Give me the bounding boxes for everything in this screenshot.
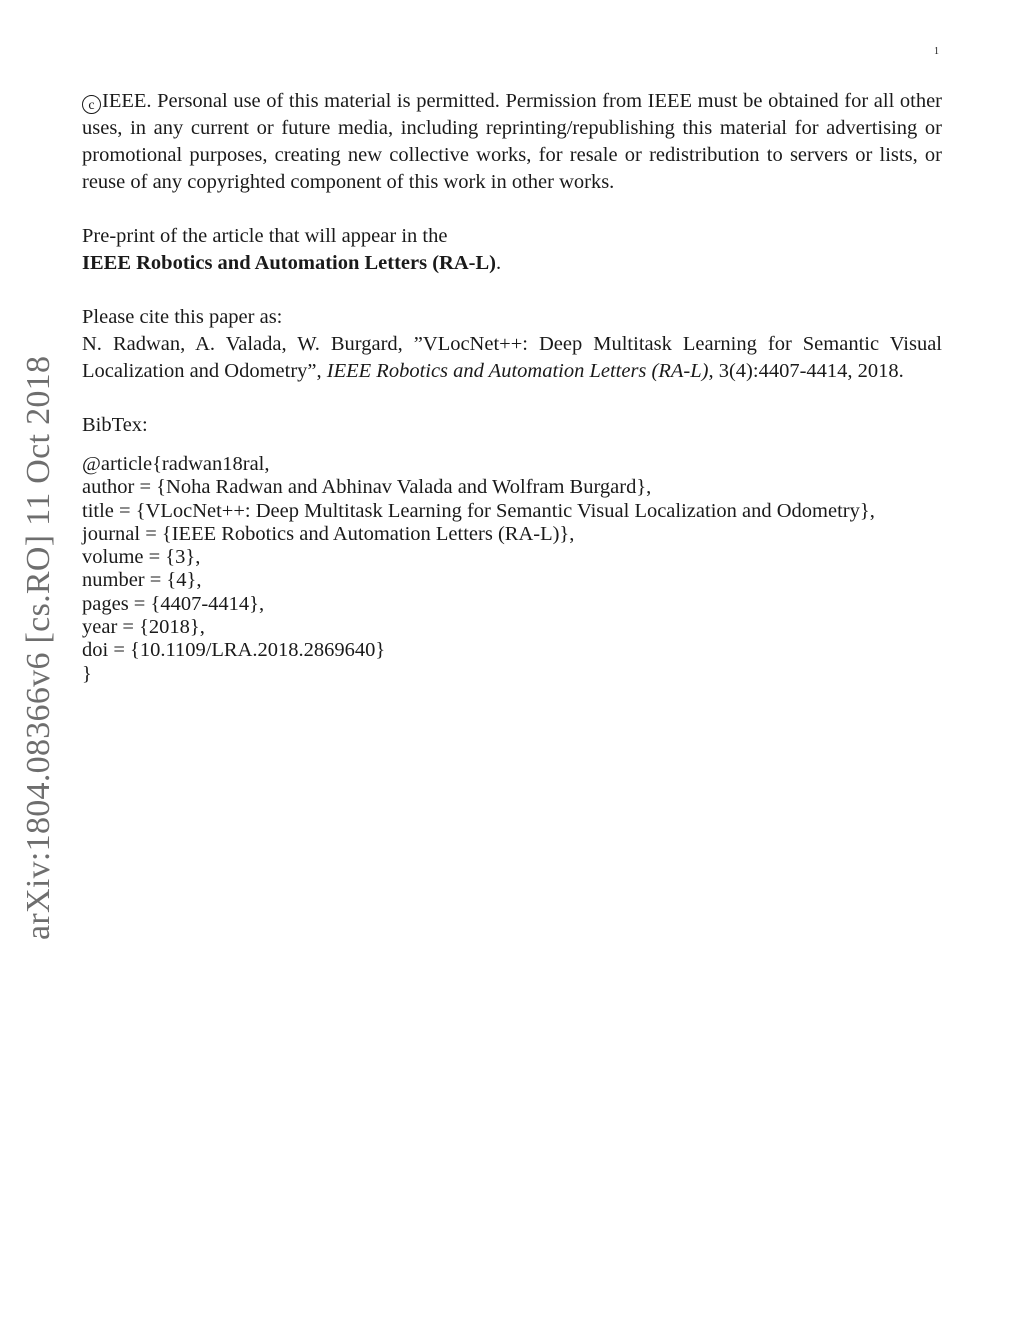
- bibtex-line: volume = {3},: [82, 546, 201, 569]
- citation-main: N. Radwan, A. Valada, W. Burgard, ”VLocNet++: Deep Multitask Learning for Semantic Visual Localization and Odometry”,: [82, 333, 942, 382]
- bibtex-line: doi = {10.1109/LRA.2018.2869640}: [82, 639, 386, 662]
- bibtex-line: }: [82, 662, 92, 685]
- bibtex-line: year = {2018},: [82, 616, 205, 639]
- cite-intro: Please cite this paper as:: [82, 306, 283, 328]
- page-content: [82, 88, 942, 686]
- citation-tail: , 3(4):4407-4414, 2018.: [708, 360, 904, 382]
- bibtex-line: pages = {4407-4414},: [82, 592, 265, 615]
- copyright-icon: c: [82, 95, 101, 114]
- bibtex-line: journal = {IEEE Robotics and Automation Letters (RA-L)},: [82, 522, 575, 545]
- bibtex-line: @article{radwan18ral,: [82, 453, 270, 475]
- bibtex-line: title = {VLocNet++: Deep Multitask Learning for Semantic Visual Localization and Odometry},: [82, 499, 875, 522]
- bibtex-line: number = {4},: [82, 569, 202, 592]
- citation-journal: IEEE Robotics and Automation Letters (RA-L): [326, 360, 709, 382]
- copyright-text: IEEE. Personal use of this material is permitted. Permission from IEEE must be obtained for all other uses, in any current or future media, including reprinting/republishing this material for advertising or promotional purposes, creating new collective works, for resale or redistribution to servers or lists, or reuse of any copyrighted component of this work in other works.: [82, 90, 942, 193]
- arxiv-stamp: arXiv:1804.08366v6 [cs.RO] 11 Oct 2018: [20, 355, 57, 940]
- bibtex-block: [82, 453, 942, 686]
- preprint-journal-line: [82, 250, 942, 277]
- bibtex-label: BibTex:: [82, 414, 148, 436]
- bibtex-line: author = {Noha Radwan and Abhinav Valada and Wolfram Burgard},: [82, 476, 652, 499]
- page-number: 1: [934, 46, 939, 57]
- preprint-line: Pre-print of the article that will appear in the: [82, 225, 448, 247]
- preprint-journal: IEEE Robotics and Automation Letters (RA-L): [82, 252, 496, 274]
- copyright-notice: [82, 88, 942, 196]
- citation: [82, 331, 942, 385]
- preprint-period: .: [496, 252, 502, 274]
